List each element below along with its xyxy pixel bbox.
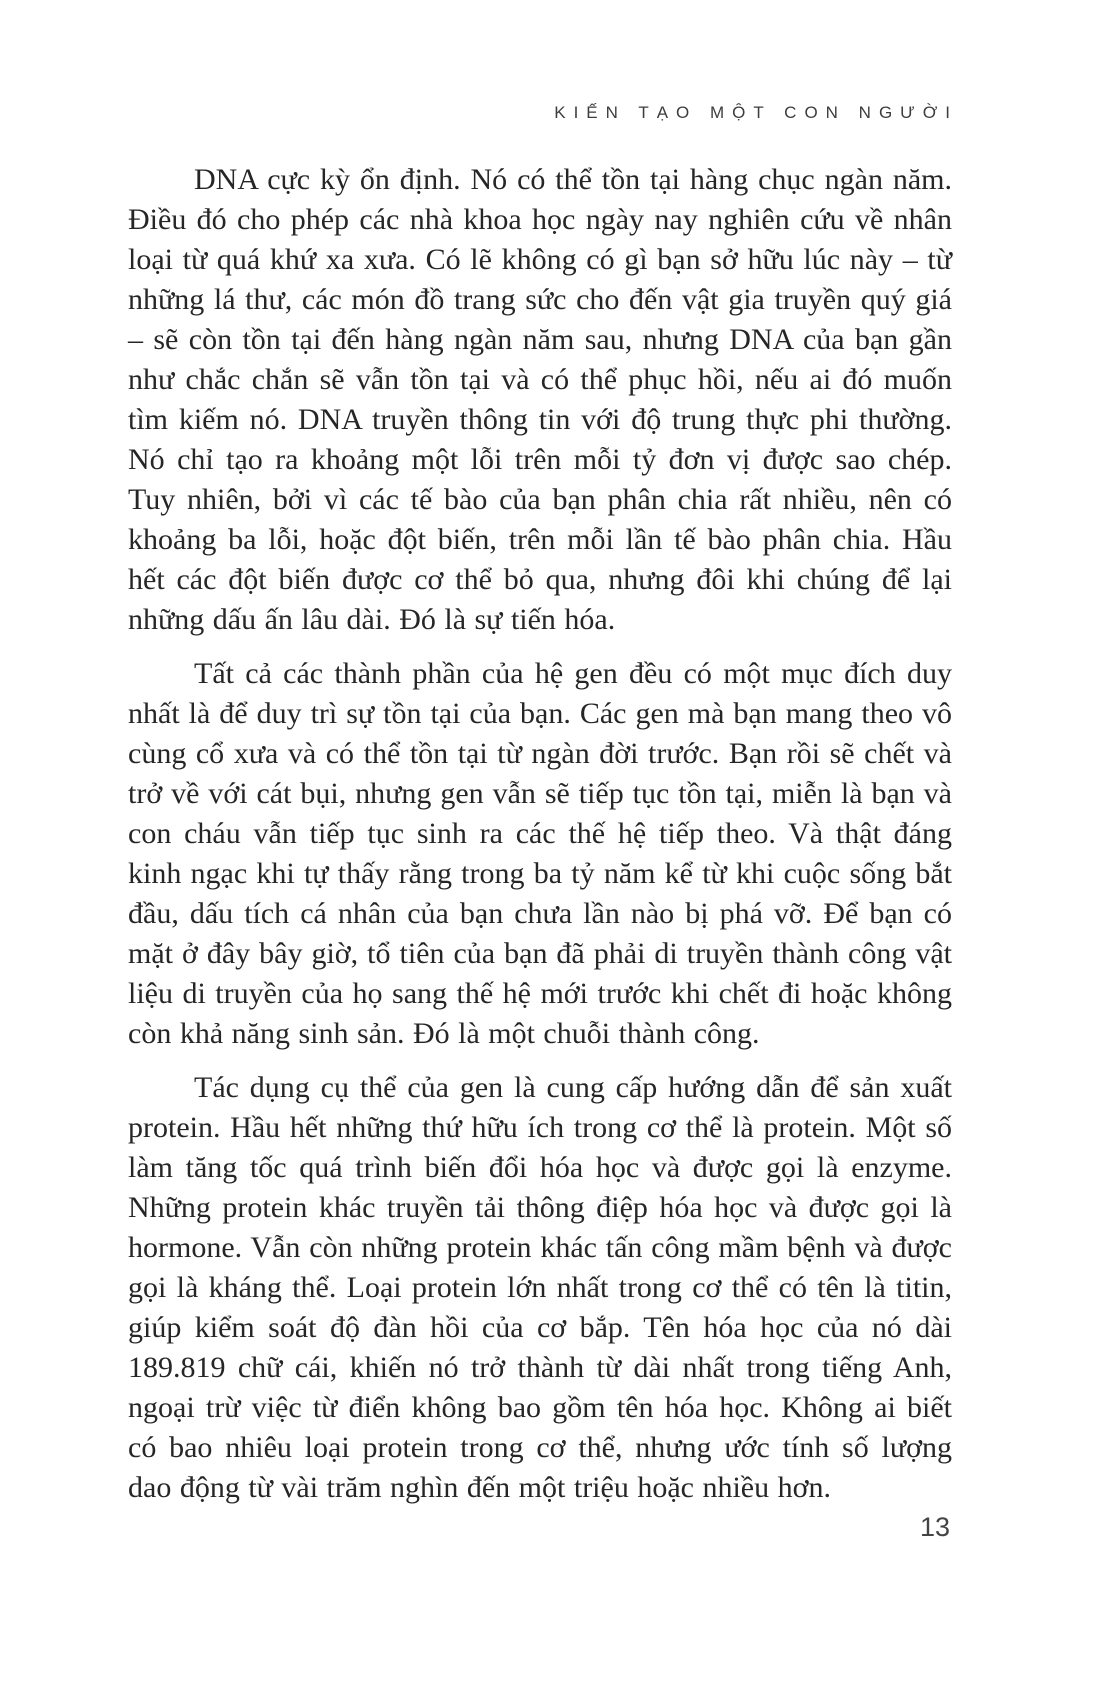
- page-number: 13: [919, 1512, 950, 1542]
- running-header: KIẾN TẠO MỘT CON NGƯỜI: [554, 103, 958, 122]
- body-text-block: [128, 160, 952, 1522]
- paragraph-genome-purpose: Tất cả các thành phần của hệ gen đều có một mục đích duy nhất là để duy trì sự tồn tại của bạn. Các gen mà bạn mang theo vô cùng cổ xưa và có thể tồn tại từ ngàn đời trước. Bạn rồi sẽ chết và trở về với cát bụi, nhưng gen vẫn sẽ tiếp tục tồn tại, miễn là bạn và con cháu vẫn tiếp tục sinh ra các thế hệ tiếp theo. Và thật đáng kinh ngạc khi tự thấy rằng trong ba tỷ năm kể từ khi cuộc sống bắt đầu, dấu tích cá nhân của bạn chưa lần nào bị phá vỡ. Để bạn có mặt ở đây bây giờ, tổ tiên của bạn đã phải di truyền thành công vật liệu di truyền của họ sang thế hệ mới trước khi chết đi hoặc không còn khả năng sinh sản. Đó là một chuỗi thành công.: [128, 657, 952, 1050]
- paragraph-gene-protein: Tác dụng cụ thể của gen là cung cấp hướng dẫn để sản xuất protein. Hầu hết những thứ hữu ích trong cơ thể là protein. Một số làm tăng tốc quá trình biến đổi hóa học và được gọi là enzyme. Những protein khác truyền tải thông điệp hóa học và được gọi là hormone. Vẫn còn những protein khác tấn công mầm bệnh và được gọi là kháng thể. Loại protein lớn nhất trong cơ thể có tên là titin, giúp kiểm soát độ đàn hồi của cơ bắp. Tên hóa học của nó dài 189.819 chữ cái, khiến nó trở thành từ dài nhất trong tiếng Anh, ngoại trừ việc từ điển không bao gồm tên hóa học. Không ai biết có bao nhiêu loại protein trong cơ thể, nhưng ước tính số lượng dao động từ vài trăm nghìn đến một triệu hoặc nhiều hơn.: [128, 1071, 952, 1504]
- paragraph-dna-stability: DNA cực kỳ ổn định. Nó có thể tồn tại hàng chục ngàn năm. Điều đó cho phép các nhà khoa học ngày nay nghiên cứu về nhân loại từ quá khứ xa xưa. Có lẽ không có gì bạn sở hữu lúc này – từ những lá thư, các món đồ trang sức cho đến vật gia truyền quý giá – sẽ còn tồn tại đến hàng ngàn năm sau, nhưng DNA của bạn gần như chắc chắn sẽ vẫn tồn tại và có thể phục hồi, nếu ai đó muốn tìm kiếm nó. DNA truyền thông tin với độ trung thực phi thường. Nó chỉ tạo ra khoảng một lỗi trên mỗi tỷ đơn vị được sao chép. Tuy nhiên, bởi vì các tế bào của bạn phân chia rất nhiều, nên có khoảng ba lỗi, hoặc đột biến, trên mỗi lần tế bào phân chia. Hầu hết các đột biến được cơ thể bỏ qua, nhưng đôi khi chúng để lại những dấu ấn lâu dài. Đó là sự tiến hóa.: [128, 163, 952, 636]
